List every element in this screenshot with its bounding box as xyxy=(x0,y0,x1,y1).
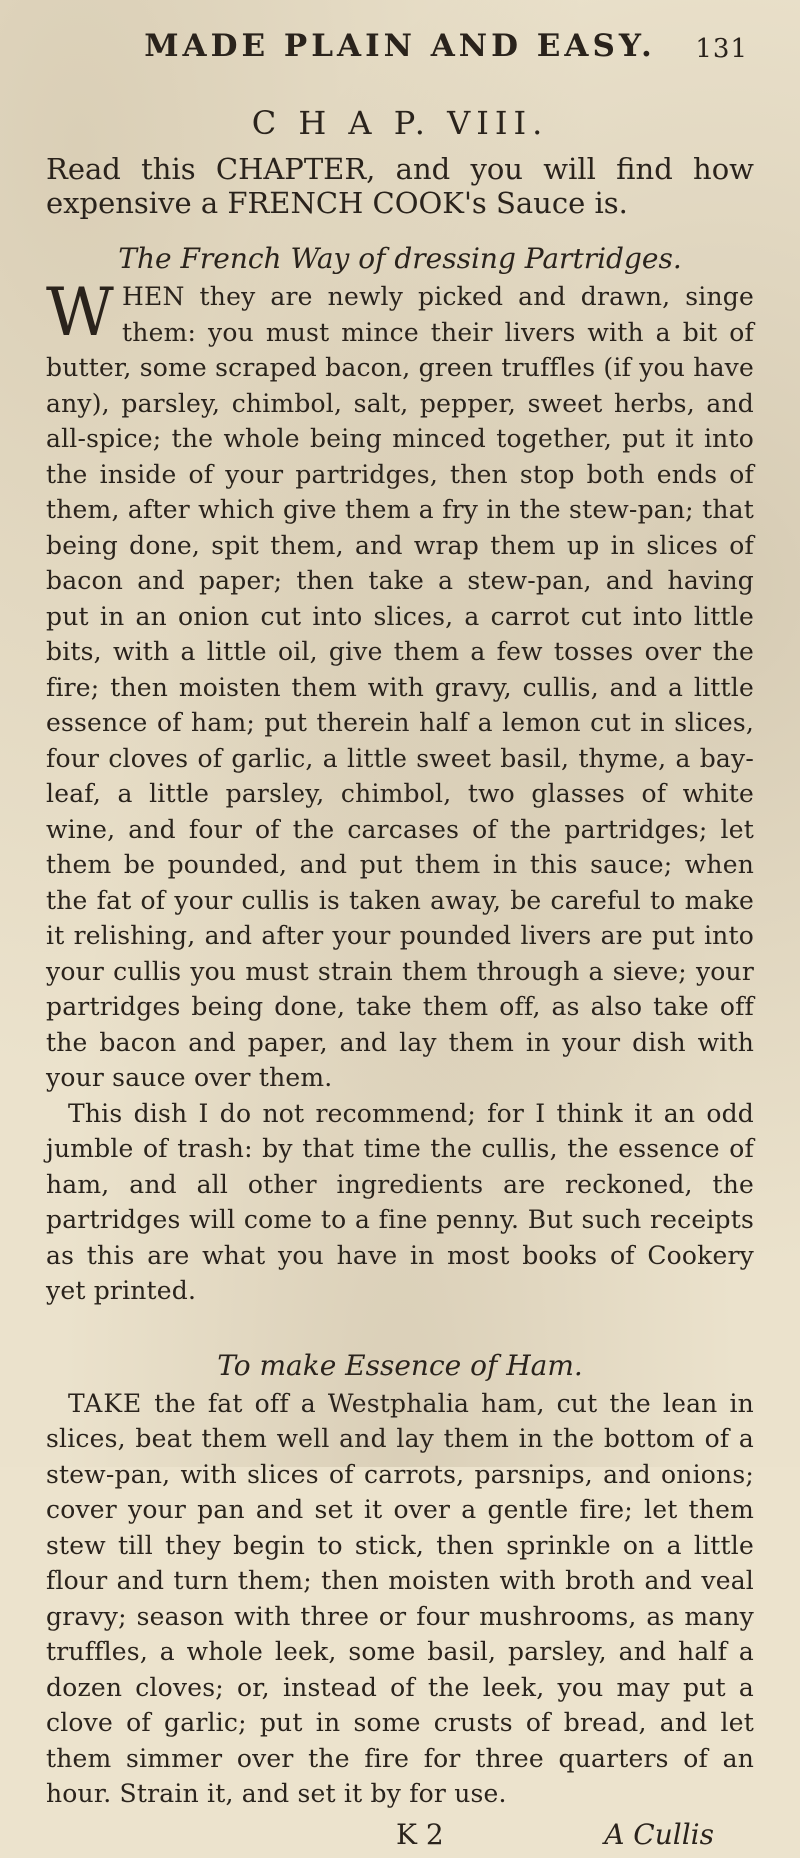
running-head-title: MADE PLAIN AND EASY. xyxy=(144,28,656,64)
recipe-essence-text: the fat off a Westphalia ham, cut the lean in slices, beat them well and lay them in the bottom of a stew-pan, with slices of carrots, parsnips, and onions; cover your pan and set it over a gentle fire; let them stew till they begin to stick, then sprinkle on a little flour and turn them; then moisten with broth and veal gravy; season with three or four mushrooms, as many truffles, a whole leek, some basil, parsley, and half a dozen cloves; or, instead of the leek, you may put a clove of garlic; put in some crusts of bread, and let them simmer over the fire for three quarters of an hour. Strain it, and set it by for use. xyxy=(46,1388,754,1808)
section-title-essence-of-ham: To make Essence of Ham. xyxy=(217,1348,583,1382)
recipe-partridges-text: HEN they are newly picked and drawn, singe them: you must mince their livers with a bit of butter, some scraped bacon, green truffles (if you have any), parsley, chimbol, salt, pepper, sweet herbs, and all-spice; the whole being minced together, put it into the inside of your partridges, then stop both ends of them, after which give them a fry in the stew-pan; that being done, spit them, and wrap them up in slices of bacon and paper; then take a stew-pan, and having put in an onion cut into slices, a carrot cut into little bits, with a little oil, give them a few tosses over the fire; then moisten them with gravy, cullis, and a little essence of ham; put therein half a lemon cut in slices, four cloves of garlic, a little sweet basil, thyme, a bay-leaf, a little parsley, chimbol, two glasses of white wine, and four of the carcases of the partridges; let them be pounded, and put them in this sauce; when the fat of your cullis is taken away, be careful to make it relishing, and after your pounded livers are put into your cullis you must strain them through a sieve; your partridges being done, take them off, as also take off the bacon and paper, and lay them in your dish with your sauce over them. xyxy=(46,282,754,1092)
chapter-heading: C H A P. VIII. xyxy=(251,104,549,142)
running-head xyxy=(46,28,754,74)
signature-mark: K 2 xyxy=(396,1817,444,1851)
chapter-intro: Read this CHAPTER, and you will find how expensive a FRENCH COOK's Sauce is. xyxy=(46,152,754,220)
page-footer xyxy=(46,1818,754,1858)
catchword: A Cullis xyxy=(604,1817,714,1851)
author-comment: This dish I do not recommend; for I think it an odd jumble of trash: by that time the cullis, the essence of ham, and all other ingredients are reckoned, the partridges will come to a fine penny. But such receipts as this are what you have in most books of Cookery yet printed. xyxy=(46,1098,754,1305)
drop-cap: W xyxy=(46,274,115,351)
recipe-lead-word: TAKE xyxy=(68,1388,143,1418)
recipe-partridges xyxy=(46,274,754,1096)
page-number: 131 xyxy=(695,34,748,64)
section-title-partridges: The French Way of dressing Partridges. xyxy=(118,242,682,275)
recipe-essence-of-ham xyxy=(46,1386,754,1812)
